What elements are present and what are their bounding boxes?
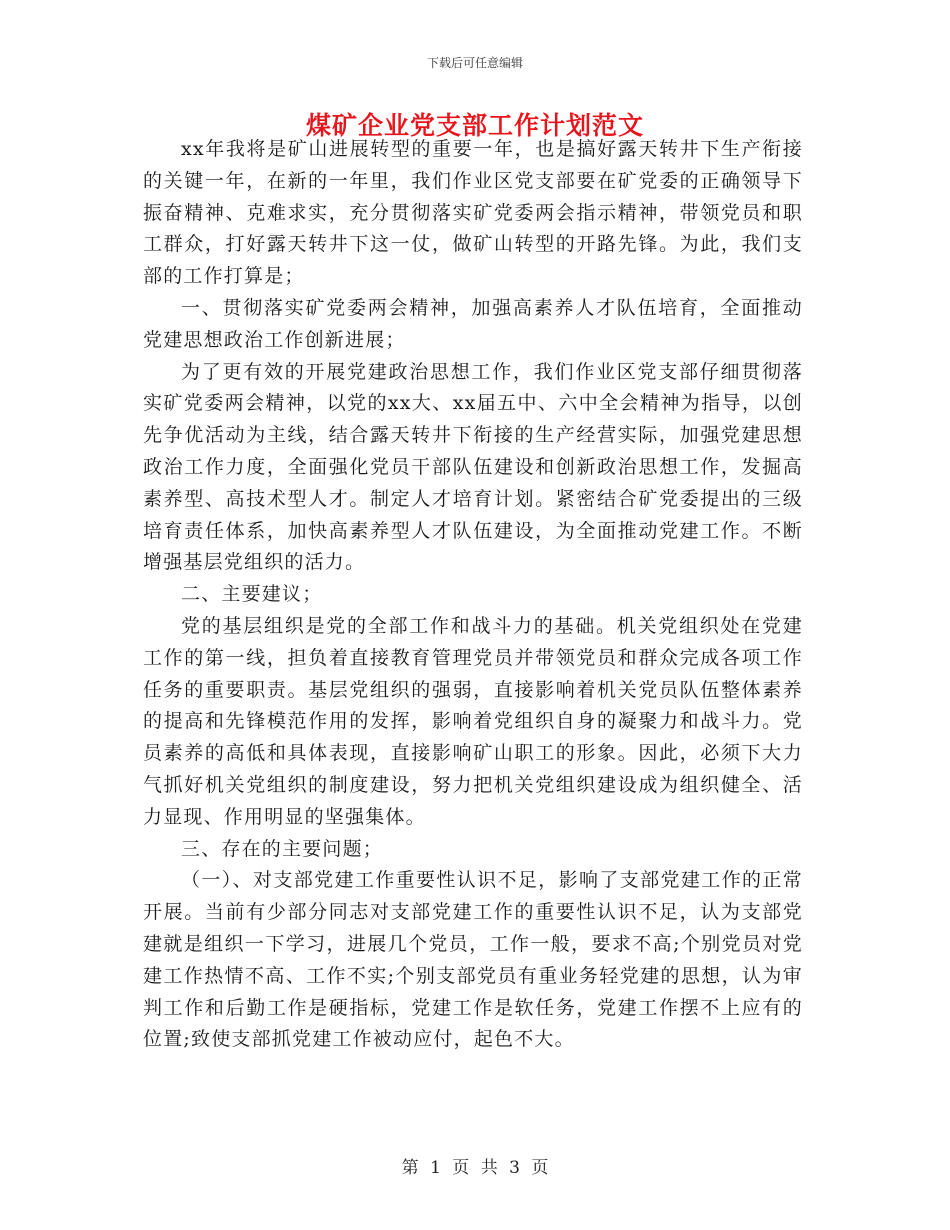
- header-note: 下载后可任意编辑: [426, 56, 523, 70]
- section-heading-2: 二、主要建议；: [181, 583, 323, 606]
- paragraph-section-2: 党的基层组织是党的全部工作和战斗力的基础。机关党组织处在党建工作的第一线，担负着直接教育管理党员并带领党员和群众完成各项工作任务的重要职责。基层党组织的强弱，直接影响着机关党员队伍整体素养的提高和先锋模范作用的发挥，影响着党组织自身的凝聚力和战斗力。党员素养的高低和具体表现，直接影响矿山职工的形象。因此，必须下大力气抓好机关党组织的制度建设，努力把机关党组织建设成为组织健全、活力显现、作用明显的坚强集体。: [143, 614, 803, 828]
- document-body: [143, 134, 803, 1056]
- page-number-footer: 第 1 页 共 3 页: [401, 1158, 549, 1178]
- paragraph-intro: xx年我将是矿山进展转型的重要一年，也是搞好露天转井下生产衔接的关键一年，在新的一年里，我们作业区党支部要在矿党委的正确领导下振奋精神、克难求实，充分贯彻落实矿党委两会指示精神，带领党员和职工群众，打好露天转井下这一仗，做矿山转型的开路先锋。为此，我们支部的工作打算是；: [143, 138, 803, 288]
- paragraph-section-1: 为了更有效的开展党建政治思想工作，我们作业区党支部仔细贯彻落实矿党委两会精神，以党的xx大、xx届五中、六中全会精神为指导，以创先争优活动为主线，结合露天转井下衔接的生产经营实际，加强党建思想政治工作力度，全面强化党员干部队伍建设和创新政治思想工作，发掘高素养型、高技术型人才。制定人才培育计划。紧密结合矿党委提出的三级培育责任体系，加快高素养型人才队伍建设，为全面推动党建工作。不断增强基层党组织的活力。: [143, 360, 803, 574]
- document-title: 煤矿企业党支部工作计划范文: [305, 111, 644, 140]
- section-heading-3: 三、存在的主要问题；: [181, 837, 384, 860]
- paragraph-section-3-item-1: （一）、对支部党建工作重要性认识不足，影响了支部党建工作的正常开展。当前有少部分同志对支部党建工作的重要性认识不足，认为支部党建就是组织一下学习，进展几个党员，工作一般，要求不高;个别党员对党建工作热情不高、工作不实;个别支部党员有重业务轻党建的思想，认为审判工作和后勤工作是硬指标，党建工作是软任务，党建工作摆不上应有的位置;致使支部抓党建工作被动应付，起色不大。: [143, 869, 803, 1051]
- section-heading-1: 一、贯彻落实矿党委两会精神，加强高素养人才队伍培育，全面推动党建思想政治工作创新进展；: [143, 296, 803, 351]
